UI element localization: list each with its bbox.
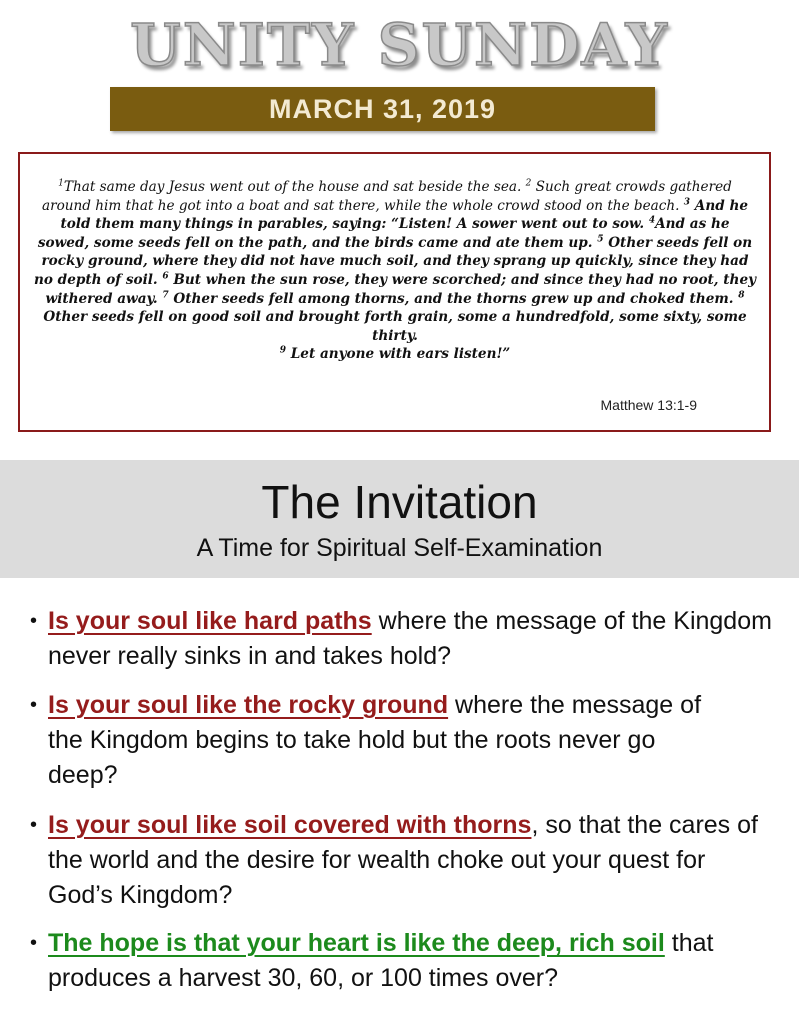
bullet: • [30,932,38,954]
verse-number: 7 [162,290,169,301]
verse-4: $^4$And as he sowed, some seeds fell on the path, and the birds came and ate them up. [37,215,730,251]
question-text [48,926,790,996]
verse-number: 1 [58,178,64,189]
scripture-box [18,152,771,432]
section-subheading: A Time for Spiritual Self-Examination [196,534,603,562]
verse-7: $^7$ Other seeds fell among thorns, and the thorns grew up and choked them. [162,290,739,307]
question-rest: where the message of the Kingdom never really sinks in and takes hold? [48,607,772,670]
bullet: • [30,694,38,716]
hope-highlight: The hope is that your heart is like the deep, rich soil [48,929,665,957]
question-highlight: Is your soul like soil covered with thorns [48,811,532,839]
scripture-reference: Matthew 13:1-9 [600,397,697,413]
question-text [48,604,790,674]
question-item [30,604,790,674]
verse-number: 3 [683,197,691,208]
bullet: • [30,814,38,836]
verse-number: 4 [648,215,656,226]
verse-9: $^9$ Let anyone with ears listen!” [279,345,511,363]
verse-6: $^6$ But when the sun rose, they were scorched; and since they had no root, they withered away. [45,271,756,307]
verse-3: $^3$ And he told them many things in parables, saying: “Listen! A sower went out to sow. [60,197,748,233]
service-date: MARCH 31, 2019 [268,93,497,124]
question-text [48,688,710,793]
verse-number: 8 [738,290,745,301]
verse-number: 5 [597,234,604,245]
verse-5: $^5$ Other seeds fell on rocky ground, where they did not have much soil, and they sprang up quickly, since they had no depth of soil. [34,234,753,288]
scripture-text [34,178,756,364]
question-highlight: Is your soul like the rocky ground [48,691,449,719]
verse-number: 9 [279,345,287,356]
question-rest: that produces a harvest 30, 60, or 100 times over? [48,929,714,992]
date-banner [110,87,655,131]
question-rest: where the message of the Kingdom begins to take hold but the roots never go deep? [48,691,702,789]
question-rest: , so that the cares of the world and the desire for wealth choke out your quest for God’s Kingdom? [48,811,758,909]
question-item [30,808,770,913]
question-text [48,808,770,913]
question-highlight: Is your soul like hard paths [48,607,372,635]
verse-number: 6 [162,271,169,282]
verse-8: $^8$ Other seeds fell on good soil and brought forth grain, some a hundredfold, some sixty, some thirty. [43,290,747,344]
page-title: UNITY SUNDAY [130,11,669,79]
bullet: • [30,610,38,632]
verse-1: $^1$That same day Jesus went out of the house and sat beside the sea. [58,178,526,195]
verse-number: 2 [525,178,532,189]
verse-2: $^2$ Such great crowds gathered around him that he got into a boat and sat there, while the whole crowd stood on the beach. [41,178,732,214]
question-item [30,926,790,996]
question-item [30,688,710,793]
section-heading: The Invitation [261,476,538,528]
invitation-banner [0,460,799,578]
